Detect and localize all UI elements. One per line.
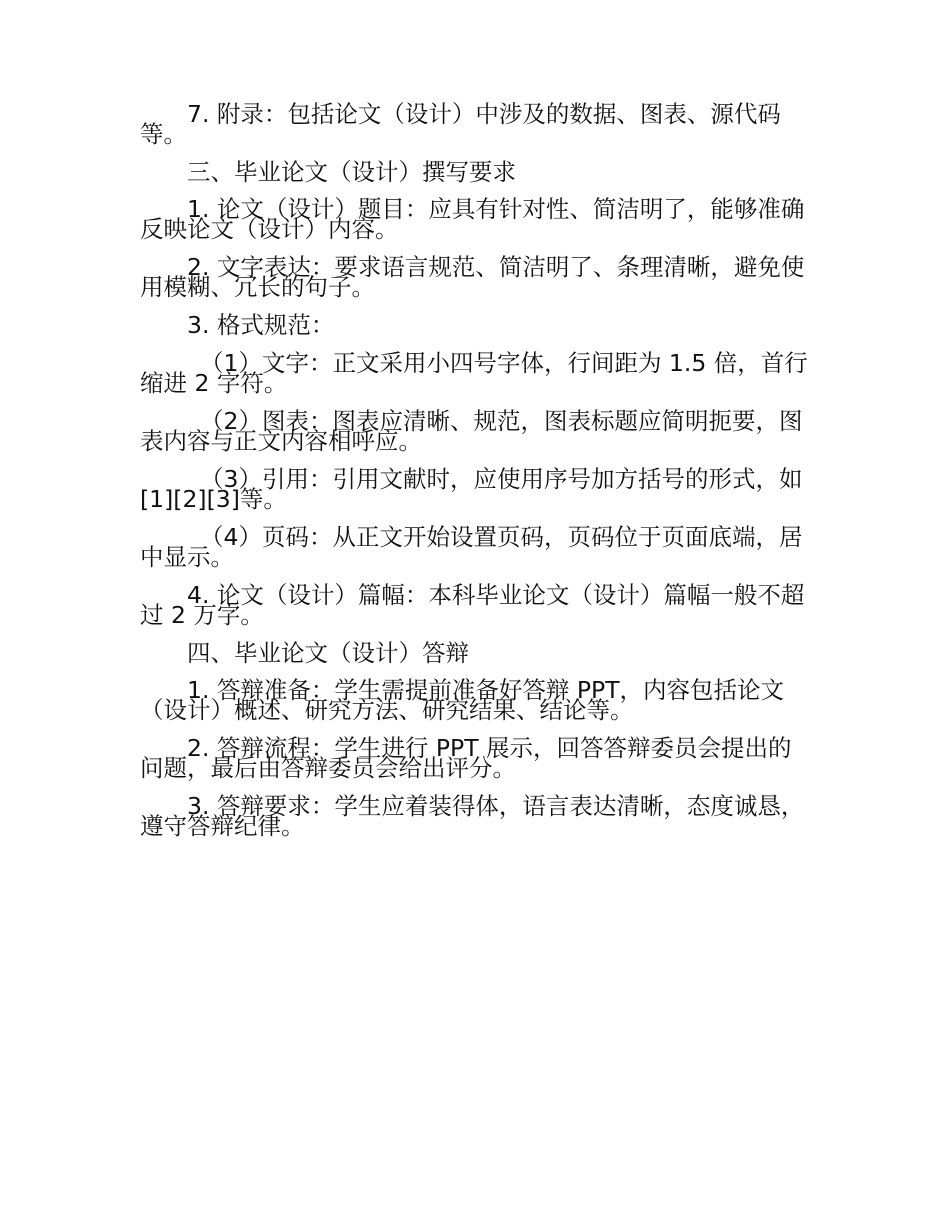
defense-process: 2. 答辩流程：学生进行 PPT 展示，回答答辩委员会提出的问题，最后由答辩委员会给出评分。	[140, 734, 792, 782]
requirement-format: 3. 格式规范：	[187, 311, 335, 339]
defense-requirements: 3. 答辩要求：学生应着装得体，语言表达清晰，态度诚恳，遵守答辩纪律。	[140, 792, 805, 840]
appendix-item: 7. 附录：包括论文（设计）中涉及的数据、图表、源代码等。	[140, 100, 781, 148]
requirement-expression: 2. 文字表达：要求语言规范、简洁明了、条理清晰，避免使用模糊、冗长的句子。	[140, 253, 805, 301]
section-heading-writing-requirements: 三、毕业论文（设计）撰写要求	[187, 158, 516, 186]
format-citation: （3）引用：引用文献时，应使用序号加方括号的形式，如[1][2][3]等。	[140, 465, 803, 513]
format-charts: （2）图表：图表应清晰、规范，图表标题应简明扼要，图表内容与正文内容相呼应。	[140, 407, 803, 455]
section-heading-defense: 四、毕业论文（设计）答辩	[187, 639, 469, 667]
format-text: （1）文字：正文采用小四号字体，行间距为 1.5 倍，首行缩进 2 字符。	[140, 349, 808, 397]
requirement-title: 1. 论文（设计）题目：应具有针对性、简洁明了，能够准确反映论文（设计）内容。	[140, 195, 805, 243]
format-page-number: （4）页码：从正文开始设置页码，页码位于页面底端，居中显示。	[140, 523, 803, 571]
document-body	[140, 100, 812, 854]
requirement-length: 4. 论文（设计）篇幅：本科毕业论文（设计）篇幅一般不超过 2 万字。	[140, 581, 805, 629]
defense-preparation: 1. 答辩准备：学生需提前准备好答辩 PPT，内容包括论文（设计）概述、研究方法、研究结果、结论等。	[140, 676, 785, 724]
